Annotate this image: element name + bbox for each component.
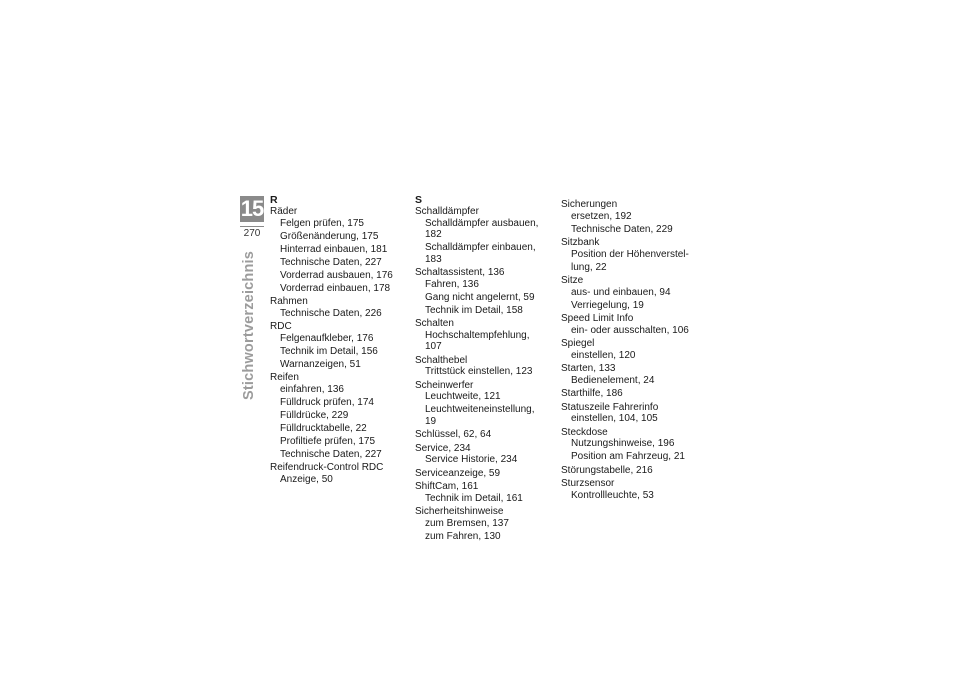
- index-subentry: Fülldruck prüfen, 174: [280, 396, 374, 408]
- index-entry: [561, 363, 689, 386]
- index-subentry: Verriegelung, 19: [571, 299, 644, 311]
- index-subentry: Technische Daten, 227: [280, 448, 382, 460]
- index-entry: [415, 443, 547, 466]
- index-entry: [270, 372, 398, 460]
- index-term: Schlüssel, 62, 64: [415, 429, 492, 440]
- index-entry: [561, 388, 689, 400]
- index-term: Scheinwerfer: [415, 379, 474, 391]
- index-term: Service, 234: [415, 442, 471, 454]
- index-entry: [561, 465, 689, 477]
- index-entry: [415, 468, 547, 480]
- index-subentry: Hochschaltempfehlung, 107: [425, 329, 530, 352]
- index-subentry: Leuchtweite, 121: [425, 391, 501, 402]
- index-subentry: zum Fahren, 130: [425, 530, 501, 542]
- index-term: Sitzbank: [561, 237, 600, 248]
- index-entry: [415, 380, 547, 428]
- index-term: Serviceanzeige, 59: [415, 467, 501, 479]
- index-subentry: aus- und einbauen, 94: [571, 286, 671, 298]
- index-term: Schaltassistent, 136: [415, 267, 505, 278]
- index-entry: [561, 237, 689, 273]
- index-subentry: ein- oder ausschalten, 106: [571, 324, 689, 336]
- index-entry: [561, 478, 689, 501]
- index-subentry: Fülldrucktabelle, 22: [280, 422, 367, 434]
- index-subentry: Anzeige, 50: [280, 473, 333, 485]
- index-subentry: Technische Daten, 229: [571, 223, 673, 235]
- index-term: Spiegel: [561, 338, 595, 349]
- index-entry: [561, 338, 689, 361]
- index-entry: [270, 296, 398, 319]
- index-term: Störungstabelle, 216: [561, 464, 653, 476]
- index-term: Statuszeile Fahrerinfo: [561, 401, 659, 413]
- index-term: Sturzsensor: [561, 478, 615, 489]
- index-entry: [270, 462, 398, 485]
- index-subentry: Felgenaufkleber, 176: [280, 332, 374, 344]
- index-subentry: Technik im Detail, 158: [425, 304, 523, 316]
- index-term: Schalten: [415, 318, 454, 329]
- page-number: 270: [243, 228, 261, 239]
- index-subentry: Kontrollleuchte, 53: [571, 489, 654, 501]
- index-letter-heading: S: [415, 194, 423, 206]
- index-subentry: Vorderrad ausbauen, 176: [280, 269, 393, 281]
- index-subentry: Technische Daten, 227: [280, 256, 382, 268]
- index-subentry: Fahren, 136: [425, 278, 479, 290]
- index-entry: [561, 199, 689, 235]
- index-entry: [415, 206, 547, 265]
- index-entry: [561, 402, 689, 425]
- index-subentry: Position am Fahrzeug, 21: [571, 451, 685, 462]
- index-entry: [561, 275, 689, 311]
- index-term: Reifen: [270, 372, 299, 383]
- index-subentry: lung, 22: [571, 261, 607, 273]
- index-entry: [415, 506, 547, 542]
- index-term: Sitze: [561, 275, 584, 286]
- index-entry: [561, 313, 689, 336]
- index-column-1: [270, 195, 398, 487]
- index-letter-heading: R: [270, 194, 278, 206]
- index-subentry: einstellen, 104, 105: [571, 413, 658, 424]
- index-entry: [270, 206, 398, 294]
- index-entry: [270, 321, 398, 370]
- index-subentry: Felgen prüfen, 175: [280, 217, 364, 229]
- index-subentry: Schalldämpfer einbauen, 183: [425, 242, 536, 265]
- index-term: Rahmen: [270, 296, 308, 307]
- index-term: Schalldämpfer: [415, 206, 479, 217]
- index-entry: [415, 318, 547, 353]
- index-subentry: einstellen, 120: [571, 349, 636, 361]
- index-term: Sicherheitshinweise: [415, 506, 504, 517]
- index-entry: [415, 481, 547, 504]
- index-subentry: Trittstück einstellen, 123: [425, 366, 533, 377]
- index-column-2: [415, 195, 547, 544]
- index-term: RDC: [270, 321, 292, 332]
- chapter-rule: [240, 226, 264, 227]
- index-term: Starthilfe, 186: [561, 388, 623, 399]
- index-subentry: Profiltiefe prüfen, 175: [280, 435, 376, 447]
- index-subentry: Technik im Detail, 156: [280, 345, 378, 357]
- index-subentry: Gang nicht angelernt, 59: [425, 291, 535, 303]
- index-entry: [415, 355, 547, 378]
- index-subentry: Position der Höhenverstel-: [571, 248, 689, 260]
- index-term: Reifendruck-Control RDC: [270, 462, 384, 473]
- index-subentry: Service Historie, 234: [425, 454, 518, 465]
- index-subentry: Vorderrad einbauen, 178: [280, 282, 391, 294]
- index-subentry: Leuchtweiteneinstellung, 19: [425, 404, 535, 427]
- index-subentry: zum Bremsen, 137: [425, 517, 509, 529]
- index-subentry: Technik im Detail, 161: [425, 492, 523, 504]
- index-subentry: Schalldämpfer ausbauen, 182: [425, 217, 539, 240]
- chapter-marker: [236, 196, 268, 239]
- index-subentry: Warnanzeigen, 51: [280, 358, 361, 370]
- index-entry: [561, 427, 689, 463]
- index-term: Räder: [270, 206, 298, 217]
- index-subentry: Technische Daten, 226: [280, 307, 382, 319]
- index-subentry: ersetzen, 192: [571, 210, 632, 222]
- index-entry: [415, 429, 547, 441]
- chapter-number: 15: [240, 196, 264, 221]
- index-term: Speed Limit Info: [561, 313, 634, 324]
- index-subentry: Bedienelement, 24: [571, 374, 655, 386]
- index-subentry: Nutzungshinweise, 196: [571, 438, 675, 449]
- index-term: Sicherungen: [561, 199, 618, 210]
- index-column-3: [561, 199, 689, 503]
- index-subentry: Hinterrad einbauen, 181: [280, 243, 388, 255]
- index-term: Starten, 133: [561, 363, 616, 374]
- index-entry: [415, 267, 547, 316]
- index-term: ShiftCam, 161: [415, 481, 479, 492]
- index-term: Steckdose: [561, 426, 608, 438]
- index-subentry: Größenänderung, 175: [280, 230, 379, 242]
- index-subentry: Fülldrücke, 229: [280, 409, 349, 421]
- index-term: Schalthebel: [415, 354, 468, 366]
- index-subentry: einfahren, 136: [280, 383, 344, 395]
- section-title: Stichwortverzeichnis: [241, 250, 257, 400]
